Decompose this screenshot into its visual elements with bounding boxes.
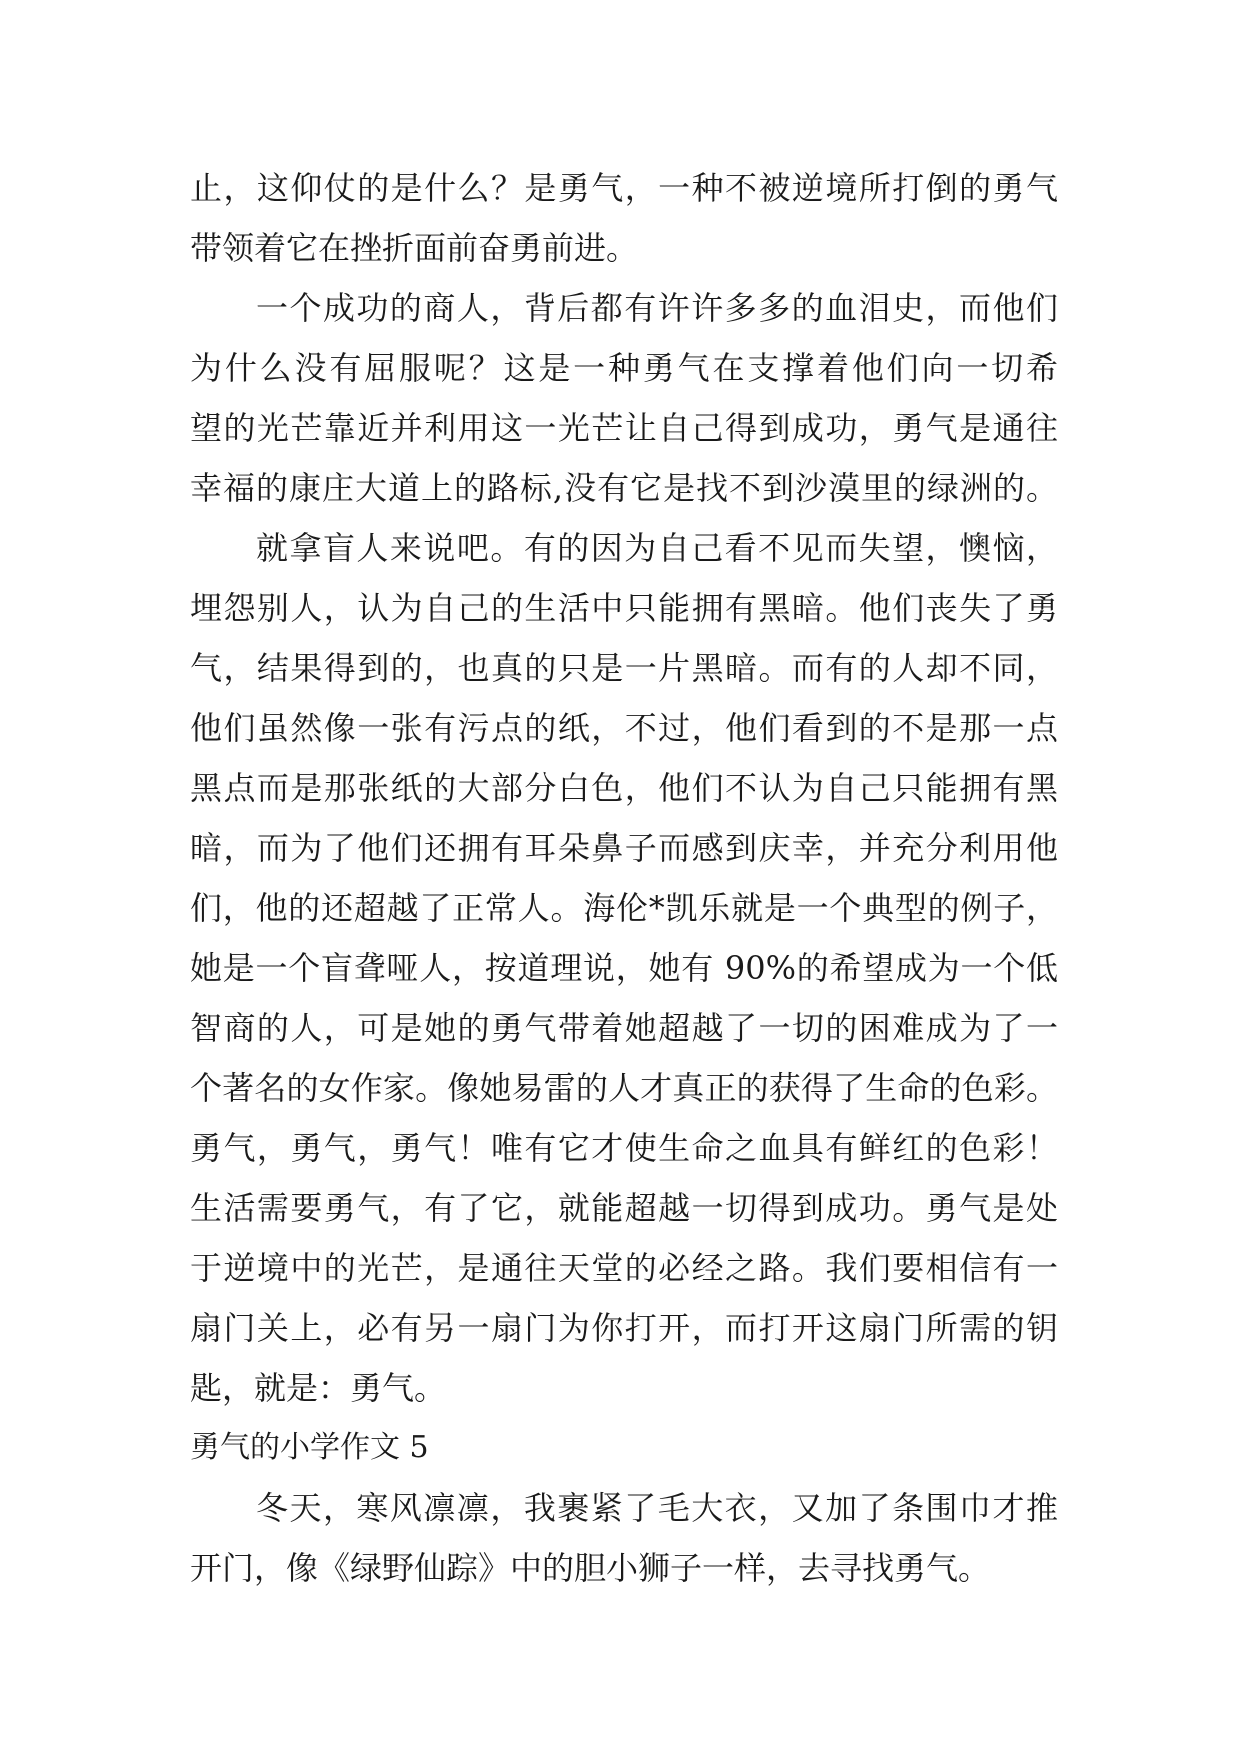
- text-line: 黑点而是那张纸的大部分白色，他们不认为自己只能拥有黑: [190, 769, 1058, 807]
- text-line: 智商的人，可是她的勇气带着她超越了一切的困难成为了一: [190, 1009, 1058, 1047]
- text-line: 一个成功的商人，背后都有许许多多的血泪史，而他们: [256, 289, 1058, 327]
- text-line: 望的光芒靠近并利用这一光芒让自己得到成功，勇气是通往: [190, 409, 1058, 447]
- paragraph-2: [190, 278, 1058, 518]
- text-line: 她是一个盲聋哑人，按道理说，她有 90%的希望成为一个低: [190, 949, 1058, 987]
- text-line: 为什么没有屈服呢？这是一种勇气在支撑着他们向一切希: [190, 349, 1058, 387]
- text-line: 带领着它在挫折面前奋勇前进。: [190, 229, 639, 267]
- text-line: 幸福的康庄大道上的路标,没有它是找不到沙漠里的绿洲的。: [190, 469, 1058, 507]
- text-line: 勇气，勇气，勇气！唯有它才使生命之血具有鲜红的色彩！: [190, 1129, 1058, 1167]
- section-heading: 勇气的小学作文 5: [190, 1430, 429, 1465]
- text-line: 们，他的还超越了正常人。海伦*凯乐就是一个典型的例子，: [190, 889, 1058, 927]
- text-line: 匙，就是：勇气。: [190, 1369, 447, 1407]
- text-line: 止，这仰仗的是什么？是勇气，一种不被逆境所打倒的勇气: [190, 169, 1058, 207]
- text-line: 开门，像《绿野仙踪》中的胆小狮子一样，去寻找勇气。: [190, 1549, 991, 1587]
- text-line: 他们虽然像一张有污点的纸，不过，他们看到的不是那一点: [190, 709, 1058, 747]
- paragraph-4: [190, 1478, 1058, 1598]
- text-line: 暗，而为了他们还拥有耳朵鼻子而感到庆幸，并充分利用他: [190, 829, 1058, 867]
- text-line: 就拿盲人来说吧。有的因为自己看不见而失望，懊恼，: [256, 529, 1058, 567]
- text-line: 个著名的女作家。像她易雷的人才真正的获得了生命的色彩。: [190, 1069, 1058, 1107]
- paragraph-3: [190, 518, 1058, 1418]
- text-line: 气，结果得到的，也真的只是一片黑暗。而有的人却不同，: [190, 649, 1058, 687]
- document-body: [190, 158, 1058, 1598]
- text-line: 生活需要勇气，有了它，就能超越一切得到成功。勇气是处: [190, 1189, 1058, 1227]
- paragraph-1: [190, 158, 1058, 278]
- text-line: 冬天，寒风凛凛，我裹紧了毛大衣，又加了条围巾才推: [256, 1489, 1058, 1527]
- text-line: 扇门关上，必有另一扇门为你打开，而打开这扇门所需的钥: [190, 1309, 1058, 1347]
- text-line: 于逆境中的光芒，是通往天堂的必经之路。我们要相信有一: [190, 1249, 1058, 1287]
- text-line: 埋怨别人，认为自己的生活中只能拥有黑暗。他们丧失了勇: [190, 589, 1058, 627]
